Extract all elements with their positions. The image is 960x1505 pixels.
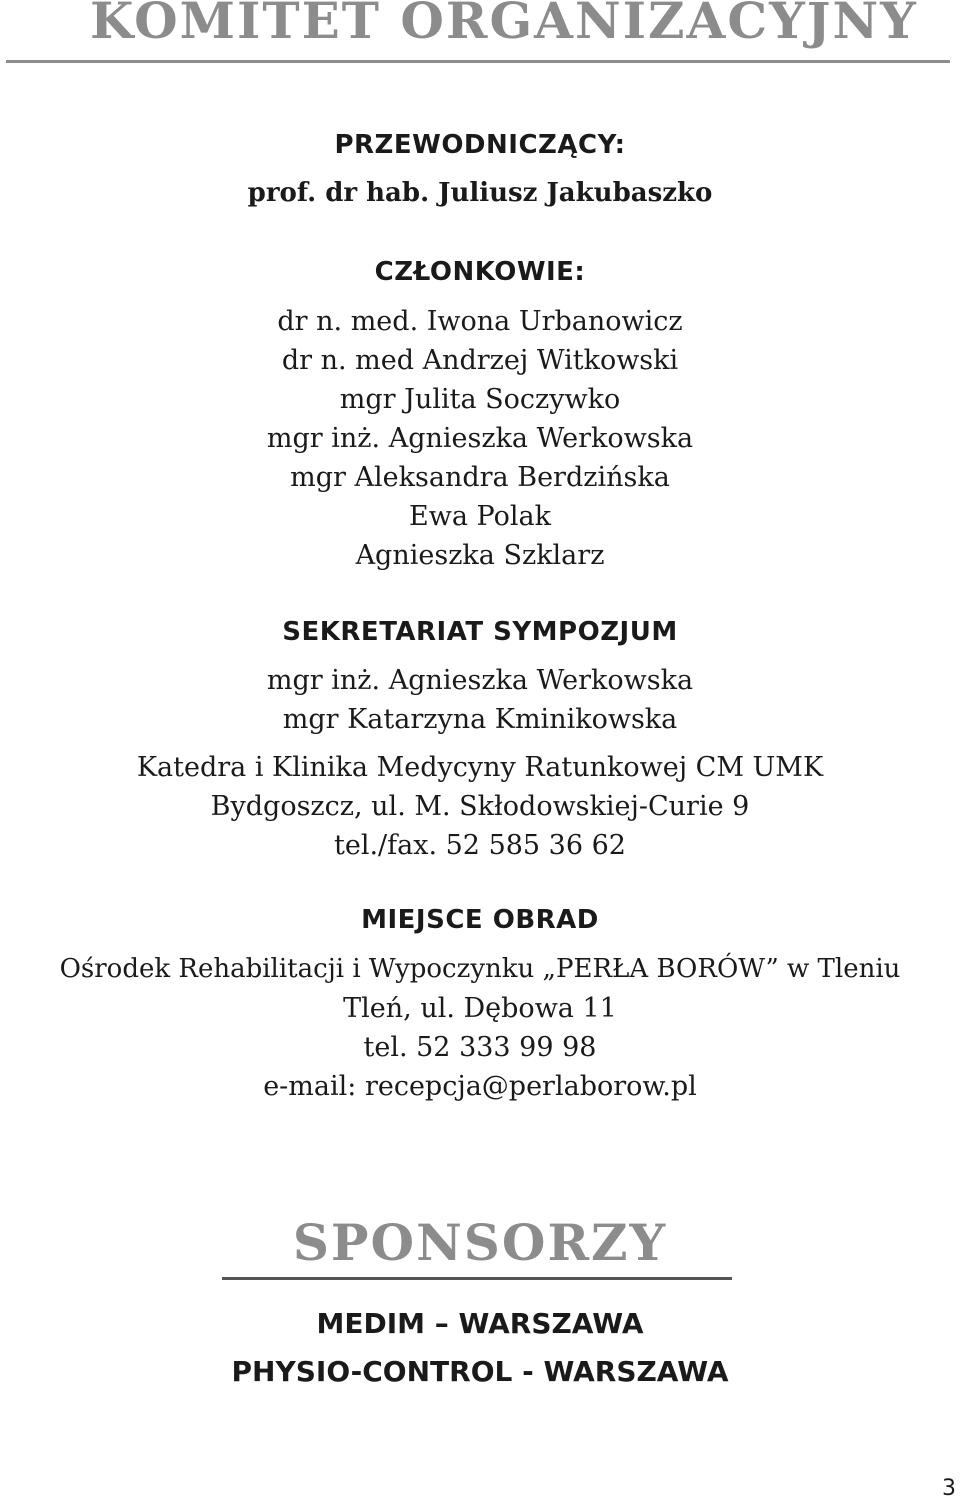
title-underline	[6, 60, 950, 63]
member-name: mgr Julita Soczywko	[339, 384, 621, 415]
member-name: mgr Aleksandra Berdzińska	[290, 462, 670, 493]
venue-heading: MIEJSCE OBRAD	[361, 905, 599, 935]
member-name: Ewa Polak	[409, 501, 551, 532]
secretariat-address: Bydgoszcz, ul. M. Skłodowskiej-Curie 9	[210, 791, 750, 822]
member-name: Agnieszka Szklarz	[355, 540, 605, 571]
sponsors-title: SPONSORZY	[292, 1213, 668, 1272]
secretariat-name: mgr Katarzyna Kminikowska	[282, 704, 678, 735]
secretariat-heading: SEKRETARIAT SYMPOZJUM	[282, 617, 678, 647]
chair-name: prof. dr hab. Juliusz Jakubaszko	[247, 178, 713, 208]
member-name: mgr inż. Agnieszka Werkowska	[266, 423, 694, 454]
venue-name: Ośrodek Rehabilitacji i Wypoczynku „PERŁA BORÓW” w Tleniu	[59, 954, 901, 984]
page-title: KOMITET ORGANIZACYJNY	[90, 0, 918, 50]
chair-heading: PRZEWODNICZĄCY:	[334, 130, 626, 160]
venue-email[interactable]: e-mail: recepcja@perlaborow.pl	[263, 1071, 697, 1102]
member-name: dr n. med. Iwona Urbanowicz	[277, 306, 683, 337]
sponsors-underline	[222, 1277, 732, 1280]
secretariat-name: mgr inż. Agnieszka Werkowska	[266, 665, 694, 696]
secretariat-institution: Katedra i Klinika Medycyny Ratunkowej CM UMK	[136, 752, 824, 783]
secretariat-phone: tel./fax. 52 585 36 62	[334, 830, 626, 861]
member-name: dr n. med Andrzej Witkowski	[281, 345, 679, 376]
page-number: 3	[942, 1476, 956, 1501]
sponsor-item: PHYSIO-CONTROL - WARSZAWA	[231, 1355, 729, 1388]
sponsor-item: MEDIM – WARSZAWA	[316, 1307, 644, 1340]
members-heading: CZŁONKOWIE:	[374, 257, 586, 287]
venue-address: Tleń, ul. Dębowa 11	[343, 993, 617, 1024]
venue-phone: tel. 52 333 99 98	[363, 1032, 597, 1063]
